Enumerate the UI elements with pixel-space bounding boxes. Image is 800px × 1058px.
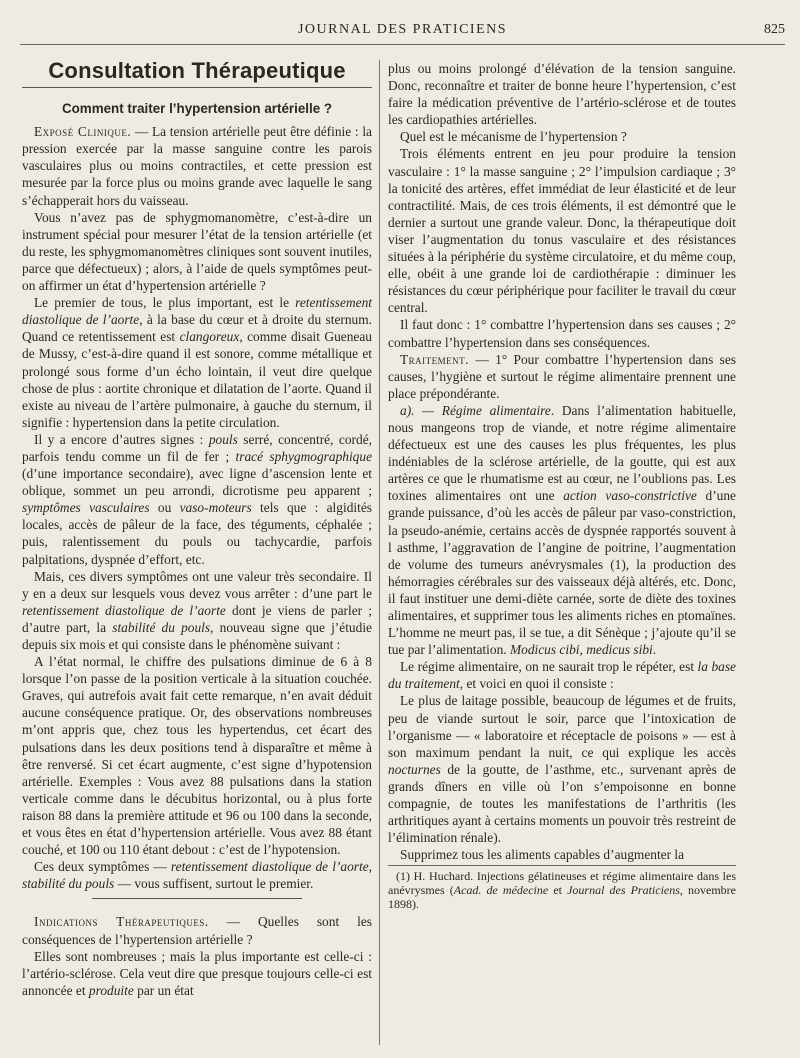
paragraph: Indications Thérapeutiques. — Quelles sont les conséquences de l’hypertension artérielle ? xyxy=(22,914,372,947)
paragraph: Quel est le mécanisme de l’hypertension ? xyxy=(400,129,627,145)
paragraph: a). — Régime alimentaire. Dans l’alimentation habituelle, nous mangeons trop de viande, et notre régime alimentaire défectueux est une des causes les plus fréquentes, les plus indéniables de la sclérose artérielle, de la goutte, qui est aux artères ce que le rhumatisme est au cœur, ne l’oublions pas. Les toxines alimentaires ont une action vaso-constrictive d’une grande puissance, d’où les accès de pâleur par vaso-constriction, la pseudo-anémie, certains accès de dyspnée rapportés souvent à l asthme, l’aggravation de l’angine de poitrine, l’augmentation de volume des tumeurs anévrysmales (1), la production des hémorragies cérébrales sur des vaisseaux déjà altérés, etc. Donc, il faut instituer une demi-diète carnée, sorte de diète des toxines alimentaires, et supprimer tous les aliments riches en ptomaïnes. L’homme ne meurt pas, il se tue, a dit Sénèque ; j’ajoute qu’il se tue par l’alimentation. Modicus cibi, medicus sibi. xyxy=(388,402,736,658)
left-column xyxy=(22,60,372,999)
paragraph: Traitement. — 1° Pour combattre l’hypertension dans ses causes, l’hygiène et surtout le régime alimentaire prennent une place prépondérante. xyxy=(388,351,736,401)
running-head xyxy=(20,22,785,45)
right-column xyxy=(388,60,736,911)
paragraph: Vous n’avez pas de sphygmomanomètre, c’est-à-dire un instrument spécial pour mesurer l’état de la tension artérielle (et du reste, les sphygmomanomètres cliniques sont souvent inutiles, parce que défectueux) ; alors, à l’aide de quels symptômes peut-on affirmer un état d’hypertension artérielle ? xyxy=(22,209,372,294)
article-title: Consultation Thérapeutique xyxy=(22,62,372,88)
page-number: 825 xyxy=(764,22,785,37)
paragraph: plus ou moins prolongé d’élévation de la tension sanguine. Donc, reconnaître et traiter de bonne heure l’hypertension, c’est faire la médication préventive de l’artério-sclérose et de toutes les cardiopathies artérielles. xyxy=(388,61,736,128)
paragraph: Elles sont nombreuses ; mais la plus importante est celle-ci : l’artério-sclérose. Cela veut dire que presque toujours celle-ci est annoncée et produite par un état xyxy=(22,948,372,998)
paragraph: A l’état normal, le chiffre des pulsations diminue de 6 à 8 lorsque l’on passe de la position verticale à la situation couchée. Graves, qui autrefois avait fait cette remarque, n’en avait déduit aucune conséquence pratique. Or, des observations nombreuses m’ont appris que, chez tous les hypertendus, cet écart des pulsations dans les deux positions tend à disparaître et même à être renversé. Si cet écart augmente, c’est signe d’hypotension artérielle. Exemples : Vous avez 88 pulsations dans la station verticale comme dans le décubitus horizontal, ou à plus forte raison 88 dans la première attitude et 96 ou 100 dans la seconde, et vous êtes en état d’hypertension artérielle. Vous avez 88 étant couché, et 100 ou 110 étant debout : c’est de l’hypotension. xyxy=(22,654,372,858)
paragraph: Ces deux symptômes — retentissement diastolique de l’aorte, stabilité du pouls — vous suffisent, surtout le premier. xyxy=(22,859,372,892)
footnote: (1) H. Huchard. Injections gélatineuses et régime alimentaire dans les anévrysmes (Acad. de médecine et Journal des Praticiens, novembre 1898). xyxy=(388,865,736,911)
paragraph: Il faut donc : 1° combattre l’hypertension dans ses causes ; 2° combattre l’hypertension dans ses conséquences. xyxy=(388,317,736,350)
paragraph: Mais, ces divers symptômes ont une valeur très secondaire. Il y en a deux sur lesquels vous devez vous arrêter : d’une part le retentissement diastolique de l’aorte dont je viens de parler ; d’autre part, la stabilité du pouls, nouveau signe que j’étudie depuis six mois et qui consiste dans le phénomène suivant : xyxy=(22,568,372,652)
paragraph: Trois éléments entrent en jeu pour produire la tension vasculaire : 1° la masse sanguine ; 2° l’impulsion cardiaque ; 3° la tonicité des artères, effet immédiat de leur élasticité et de leur contractilité. Mais, de ces trois éléments, il est démontré que le dernier a surtout une grande valeur. Donc, la thérapeutique doit viser l’augmentation du tonus vasculaire et des résistances situées à la périphérie du système circulatoire, et du même coup, elle, obéit à une grande loi de cardiothérapie : diminuer les résistances du cœur périphérique pour faciliter le travail du cœur central. xyxy=(388,146,736,316)
paragraph: Le régime alimentaire, on ne saurait trop le répéter, est la base du traitement, et voici en quoi il consiste : xyxy=(388,659,736,692)
article-subtitle: Comment traiter l’hypertension artérielle ? xyxy=(61,101,333,117)
column-divider xyxy=(379,60,380,1045)
paragraph: Il y a encore d’autres signes : pouls serré, concentré, cordé, parfois tendu comme un fil de fer ; tracé sphygmographique (d’une importance secondaire), avec ligne d’ascension lente et oblique, sommet un peu arrondi, dicrotisme peu apparent ; symptômes vasculaires ou vaso-moteurs tels que : algidités locales, accès de pâleur de la face, des téguments, céphalée ; puis, ralentissement du pouls ou tachycardie, parfois palpitations, dyspnée d’effort, etc. xyxy=(22,431,373,567)
journal-title: JOURNAL DES PRATICIENS xyxy=(297,22,508,37)
paragraph: Le plus de laitage possible, beaucoup de légumes et de fruits, peu de viande surtout le soir, parce que l’intoxication de l’organisme — « laboratoire et réceptacle de poisons » — est à son maximum pendant la nuit, ce qui explique les accès nocturnes de la goutte, de l’asthme, etc., survenant après de grands dîners en ville où l’on s’empoisonne en bonne compagnie, de toutes les manifestations de l’arthritis (les arthritiques ayant à certains moments un pouvoir très restreint de l’élimination rénale). xyxy=(388,693,736,846)
paragraph: Exposé Clinique. — La tension artérielle peut être définie : la pression exercée par la masse sanguine contre les parois vasculaires plus ou moins contractiles, et cette pression est mesurée par la force plus ou moins grande avec laquelle le sang s’échapperait hors du vaisseau. xyxy=(22,124,372,208)
section-separator xyxy=(92,898,302,899)
paragraph: Le premier de tous, le plus important, est le retentissement diastolique de l’aorte, à la base du cœur et à droite du sternum. Quand ce retentissement est clangoreux, comme disait Gueneau de Mussy, c’est-à-dire quand il est sonore, comme métallique et prolongé sous forme d’un écho lointain, il veut dire quelque chose de plus : aortite chronique et dilatation de l’aorte. Quand il existe au niveau de l’artère pulmonaire, à gauche du sternum, il signifie : hypertension dans la petite circulation. xyxy=(22,295,372,430)
paragraph: Supprimez tous les aliments capables d’augmenter la xyxy=(400,847,685,863)
